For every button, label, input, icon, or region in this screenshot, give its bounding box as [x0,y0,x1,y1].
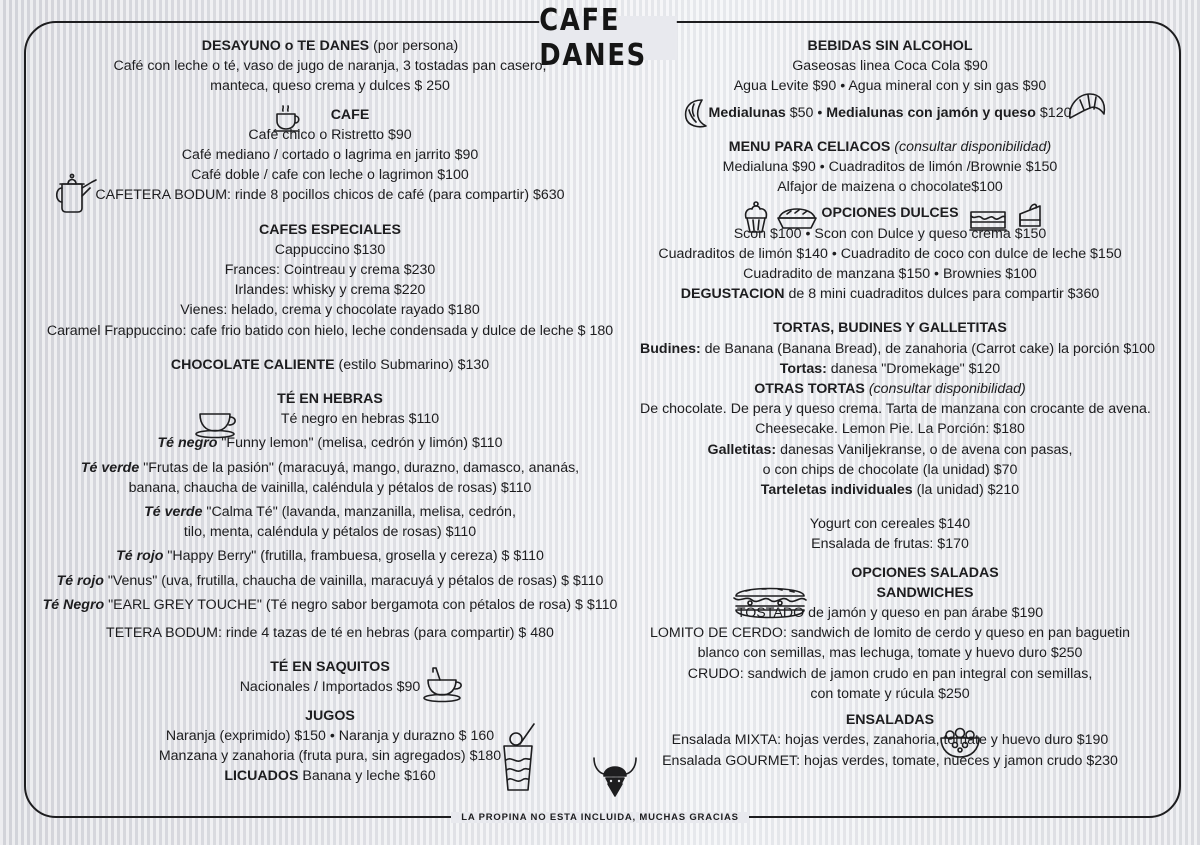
menu-item: Tarteletas individuales (la unidad) $210 [760,482,1020,499]
especiales-heading: CAFES ESPECIALES [259,221,401,238]
menu-item: LOMITO DE CERDO: sandwich de lomito de cerdo y queso en pan baguetin [650,625,1130,642]
menu-item: TETERA BODUM: rinde 4 tazas de té en hebras (para compartir) $ 480 [106,625,554,642]
menu-item: Ensalada de frutas: $170 [811,536,969,553]
tortas-heading: TORTAS, BUDINES Y GALLETITAS [773,320,1007,337]
menu-item: tilo, menta, caléndula y pétalos de rosas) $110 [183,524,477,541]
menu-item: Budines: de Banana (Banana Bread), de zanahoria (Carrot cake) la porción $100 [640,340,1155,357]
medialunas-line: Medialunas $50 • Medialunas con jamón y queso $120 [708,104,1072,121]
dulces-heading: OPCIONES DULCES [821,205,959,222]
menu-item: Naranja (exprimido) $150 • Naranja y durazno $ 160 [165,727,495,744]
menu-item: Café chico o Ristretto $90 [248,126,412,143]
desayuno-heading: DESAYUNO o TE DANES (por persona) [201,38,459,54]
menu-item: Té negro en hebras $110 [280,411,440,428]
menu-item: Cuadradito de manzana $150 • Brownies $100 [743,266,1037,283]
menu-item: OTRAS TORTAS (consultar disponibilidad) [754,381,1026,398]
cafe-heading: CAFE [330,106,370,123]
menu-item: Frances: Cointreau y crema $230 [224,262,436,279]
right-column [640,36,1155,771]
menu-item: Ensalada GOURMET: hojas verdes, tomate, nueces y jamon crudo $230 [662,752,1118,769]
cake-icon [1016,198,1046,232]
croissant-icon [1066,88,1108,130]
menu-item: con tomate y rúcula $250 [810,685,970,702]
menu-item: CAFETERA BODUM: rinde 8 pocillos chicos de café (para compartir) $630 [95,187,565,204]
menu-item: Té verde "Frutas de la pasión" (maracuyá, mango, durazno, damasco, ananás, [80,459,580,476]
chocolate-line: CHOCOLATE CALIENTE (estilo Submarino) $130 [170,356,490,373]
pie-icon [775,204,819,232]
saquitos-heading: TÉ EN SAQUITOS [270,659,390,676]
viking-helmet-icon [590,754,640,798]
desayuno-line: manteca, queso crema y dulces $ 250 [210,78,450,95]
menu-item: Caramel Frappuccino: cafe frio batido con hielo, leche condensada y dulce de leche $ 180 [46,322,614,339]
menu-item: banana, chaucha de vainilla, caléndula y pétalos de rosas) $110 [128,479,532,496]
desayuno-line: Café con leche o té, vaso de jugo de naranja, 3 tostadas pan casero, [113,58,547,75]
menu-item: Té negro "Funny lemon" (melisa, cedrón y limón) $110 [157,435,503,452]
menu-item: Ensalada MIXTA: hojas verdes, zanahoria, tomate y huevo duro $190 [671,732,1109,749]
jugos-heading: JUGOS [305,707,355,724]
menu-item: Cheesecake. Lemon Pie. La Porción: $180 [755,421,1025,438]
cupcake-icon [742,200,770,234]
menu-item: o con chips de chocolate (la unidad) $70 [762,461,1018,478]
menu-item: Té rojo "Happy Berry" (frutilla, frambuesa, grosella y cereza) $ $110 [116,548,544,565]
cake-icon [968,206,1008,234]
menu-title: CAFE DANES [539,16,677,60]
teacup-icon [422,666,468,704]
menu-item: Alfajor de maizena o chocolate$100 [777,179,1003,196]
croissant-icon [680,96,714,130]
teapot-icon [52,170,100,216]
menu-item: Manzana y zanahoria (fruta pura, sin agregados) $180 [158,748,502,765]
left-column [34,36,626,787]
footer-note: LA PROPINA NO ESTA INCLUIDA, MUCHAS GRACIAS [0,812,1200,823]
menu-item: TOSTADO de jamón y queso en pan árabe $190 [736,605,1044,622]
menu-item: De chocolate. De pera y queso crema. Tarta de manzana con crocante de avena. [640,401,1151,418]
menu-item: Tortas: danesa "Dromekage" $120 [779,360,1001,377]
teacup-icon [194,410,242,440]
menu-item: Té Negro "EARL GREY TOUCHE" (Té negro sabor bergamota con pétalos de rosa) $ $110 [42,596,618,613]
te-hebras-heading: TÉ EN HEBRAS [277,391,383,408]
menu-item: Café doble / cafe con leche o lagrimon $100 [191,167,469,184]
menu-item: LICUADOS Banana y leche $160 [224,768,436,785]
menu-item: Irlandes: whisky y crema $220 [234,282,426,299]
ensaladas-heading: ENSALADAS [845,712,935,729]
menu-item: Yogurt con cereales $140 [809,516,971,533]
menu-item: Cuadraditos de limón $140 • Cuadradito de coco con dulce de leche $150 [658,245,1122,262]
menu-item: blanco con semillas, mas lechuga, tomate y huevo duro $250 [697,645,1083,662]
menu-item: Cappuccino $130 [274,241,386,258]
menu-item: Medialuna $90 • Cuadraditos de limón /Brownie $150 [722,159,1058,176]
menu-item: Café mediano / cortado o lagrima en jarrito $90 [181,147,479,164]
menu-item: Nacionales / Importados $90 [239,679,421,696]
sandwiches-heading: SANDWICHES [876,584,974,601]
bebidas-heading: BEBIDAS SIN ALCOHOL [807,38,973,54]
salad-bowl-icon [938,726,982,760]
coffee-cup-icon [272,106,308,134]
juice-glass-icon [498,722,544,794]
menu-item: Té rojo "Venus" (uva, frutilla, chaucha de vainilla, maracuyá y pétalos de rosas) $ $110 [56,572,604,589]
menu-item: Galletitas: danesas Vaniljekranse, o de avena con pasas, [707,441,1073,458]
menu-item: Vienes: helado, crema y chocolate rayado $180 [180,302,480,319]
saladas-heading: OPCIONES SALADAS [851,564,999,581]
menu-item: Té verde "Calma Té" (lavanda, manzanilla, melisa, cedrón, [144,504,516,521]
menu-item: Agua Levite $90 • Agua mineral con y sin gas $90 [733,78,1047,95]
menu-item: Gaseosas linea Coca Cola $90 [792,58,988,75]
menu-item: Scon $100 • Scon con Dulce y queso crema $150 [733,225,1047,242]
sandwich-icon [730,582,810,624]
celiacos-heading: MENU PARA CELIACOS (consultar disponibilidad) [728,138,1052,155]
menu-item: CRUDO: sandwich de jamon crudo en pan integral con semillas, [687,665,1093,682]
menu-item: DEGUSTACION de 8 mini cuadraditos dulces para compartir $360 [680,286,1100,303]
